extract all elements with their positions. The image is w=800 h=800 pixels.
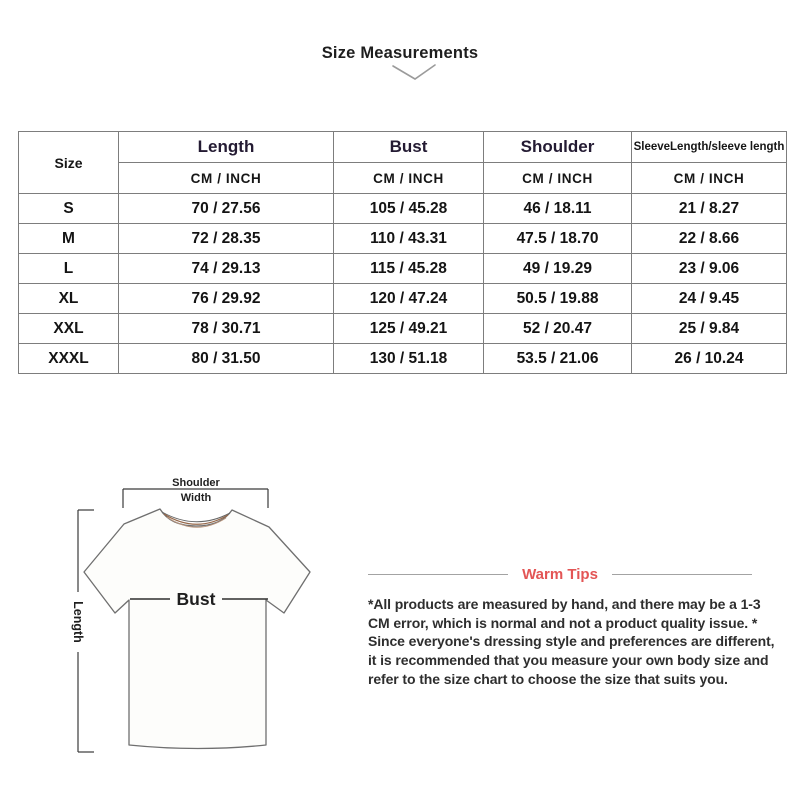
sleeve-value: 21 / 8.27 [632,194,787,224]
size-label: M [19,224,119,254]
sleeve-value: 26 / 10.24 [632,344,787,374]
bust-value: 115 / 45.28 [334,254,484,284]
shoulder-value: 52 / 20.47 [484,314,632,344]
divider-line-right [612,574,752,575]
size-label: XL [19,284,119,314]
unit-header-sleeve: CM / INCH [632,163,787,194]
column-header-size: Size [19,132,119,194]
bust-value: 130 / 51.18 [334,344,484,374]
length-value: 80 / 31.50 [119,344,334,374]
unit-header-shoulder: CM / INCH [484,163,632,194]
tip-text-line: Since everyone's dressing style and preferences are different, [368,633,775,650]
tshirt-outline [84,509,310,749]
length-value: 74 / 29.13 [119,254,334,284]
bust-value: 125 / 49.21 [334,314,484,344]
shoulder-value: 53.5 / 21.06 [484,344,632,374]
shoulder-value: 50.5 / 19.88 [484,284,632,314]
bust-label: Bust [176,589,216,609]
warm-tips-header [368,566,752,583]
bust-value: 110 / 43.31 [334,224,484,254]
size-label: XXL [19,314,119,344]
tip-text-line: CM error, which is normal and not a product quality issue. * [368,614,758,631]
bust-value: 120 / 47.24 [334,284,484,314]
sleeve-value: 23 / 9.06 [632,254,787,284]
table-row-xl [19,284,787,314]
length-value: 76 / 29.92 [119,284,334,314]
warm-tips-text [368,595,794,689]
shoulder-value: 46 / 18.11 [484,194,632,224]
column-header-sleeve-length: SleeveLength/sleeve length [632,132,787,163]
shoulder-width-label-line1: Shoulder [172,477,220,489]
sleeve-value: 24 / 9.45 [632,284,787,314]
table-row-l [19,254,787,284]
divider-line-left [368,574,508,575]
unit-header-bust: CM / INCH [334,163,484,194]
length-value: 70 / 27.56 [119,194,334,224]
sleeve-value: 25 / 9.84 [632,314,787,344]
size-label: S [19,194,119,224]
column-header-length: Length [119,132,334,163]
tip-text-line: *All products are measured by hand, and there may be a 1-3 [368,596,761,612]
size-label: L [19,254,119,284]
shoulder-value: 47.5 / 18.70 [484,224,632,254]
sleeve-value: 22 / 8.66 [632,224,787,254]
page-title: Size Measurements [321,44,479,62]
chevron-down-icon [388,60,440,84]
size-label: XXXL [19,344,119,374]
bust-value: 105 / 45.28 [334,194,484,224]
unit-header-length: CM / INCH [119,163,334,194]
tshirt-measurement-diagram [50,458,350,780]
size-table [18,131,787,374]
warm-tips-section [368,566,794,689]
tip-text-line: refer to the size chart to choose the size that suits you. [368,670,728,687]
warm-tips-title: Warm Tips [522,566,598,583]
shoulder-width-label-line2: Width [180,492,212,504]
length-label: Length [71,601,85,643]
table-row-s [19,194,787,224]
shoulder-value: 49 / 19.29 [484,254,632,284]
table-row-xxl [19,314,787,344]
length-value: 72 / 28.35 [119,224,334,254]
tip-text-line: it is recommended that you measure your own body size and [368,652,769,669]
length-value: 78 / 30.71 [119,314,334,344]
table-row-m [19,224,787,254]
column-header-bust: Bust [334,132,484,163]
table-row-xxxl [19,344,787,374]
column-header-shoulder: Shoulder [484,132,632,163]
